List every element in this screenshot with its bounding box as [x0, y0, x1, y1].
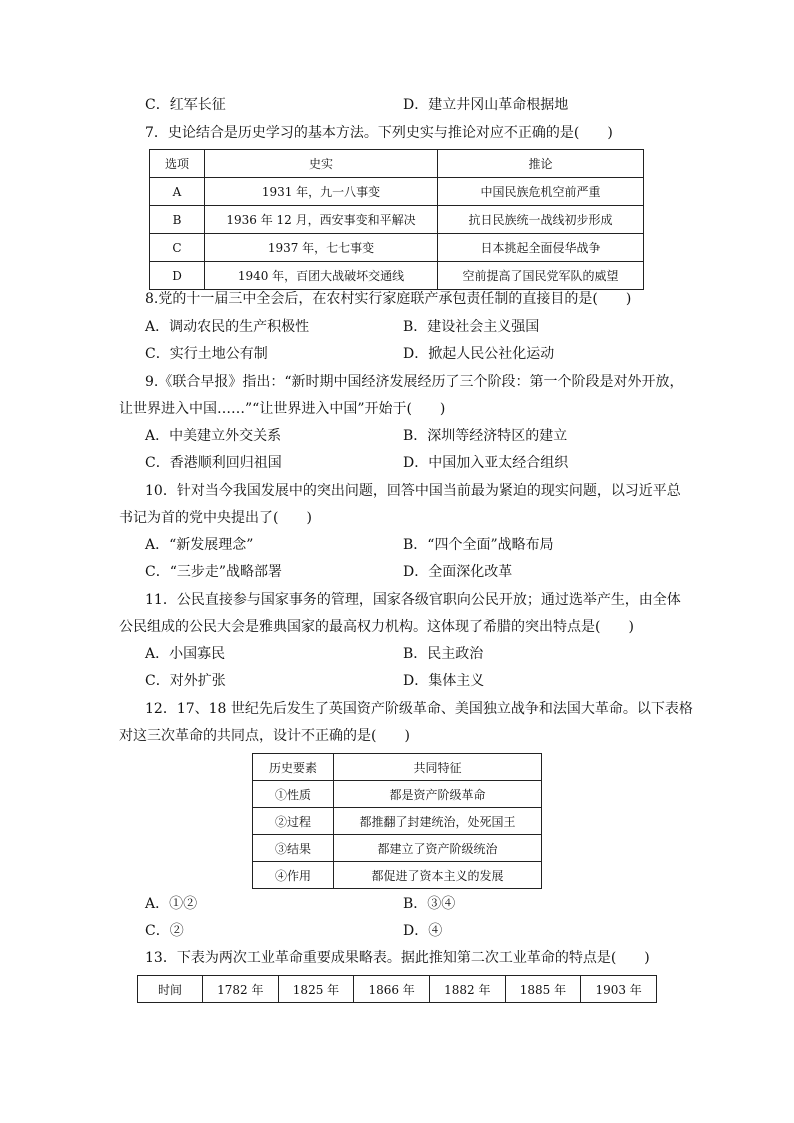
- table-cell: 1782 年: [203, 976, 279, 1003]
- q10-option-d: D．全面深化改革: [403, 564, 513, 580]
- table-cell: 1937 年，七七事变: [205, 234, 438, 262]
- table-cell: 1825 年: [278, 976, 354, 1003]
- q11-stem-line1: 11．公民直接参与国家事务的管理，国家各级官职向公民开放；通过选举产生，由全体: [145, 592, 681, 608]
- q8-option-d: D．掀起人民公社化运动: [403, 346, 555, 362]
- q12-option-d: D．④: [403, 923, 443, 939]
- q10-option-c: C．“三步走”战略部署: [145, 564, 283, 580]
- table-cell: D: [150, 262, 205, 290]
- q6-option-c: C．红军长征: [145, 97, 226, 113]
- q8-option-c: C．实行土地公有制: [145, 346, 268, 362]
- q10-stem-line2: 书记为首的党中央提出了( ): [119, 510, 312, 526]
- table-row: [150, 206, 644, 234]
- q6-option-d: D．建立井冈山革命根据地: [403, 97, 569, 113]
- q12-stem-line1: 12．17、18 世纪先后发生了英国资产阶级革命、美国独立战争和法国大革命。以下表格: [145, 701, 693, 717]
- q8-option-a: A．调动农民的生产积极性: [145, 319, 310, 335]
- q10-option-a: A．“新发展理念”: [145, 537, 254, 553]
- table-cell: B: [150, 206, 205, 234]
- table-cell: 都是资产阶级革命: [334, 781, 542, 808]
- table-row: [253, 808, 542, 835]
- table-cell: 1885 年: [505, 976, 581, 1003]
- table-cell: 1866 年: [354, 976, 430, 1003]
- q12-option-b: B．③④: [403, 896, 456, 912]
- table-cell: 空前提高了国民党军队的威望: [438, 262, 644, 290]
- table-header-cell: 选项: [150, 150, 205, 178]
- q11-option-a: A．小国寡民: [145, 646, 226, 662]
- table-cell: A: [150, 178, 205, 206]
- table-cell: ②过程: [253, 808, 334, 835]
- table-cell: 日本挑起全面侵华战争: [438, 234, 644, 262]
- table-row: [150, 234, 644, 262]
- table-header-row: [150, 150, 644, 178]
- q9-option-d: D．中国加入亚太经合组织: [403, 455, 569, 471]
- q9-stem-line2: 让世界进入中国……”“让世界进入中国”开始于( ): [119, 401, 446, 417]
- table-row: [253, 862, 542, 889]
- table-row: [150, 262, 644, 290]
- q13-stem: 13．下表为两次工业革命重要成果略表。据此推知第二次工业革命的特点是( ): [145, 950, 650, 966]
- table-cell: ①性质: [253, 781, 334, 808]
- table-cell: 1882 年: [429, 976, 505, 1003]
- table-header-cell: 史实: [205, 150, 438, 178]
- table-row: [138, 976, 657, 1003]
- table-cell: C: [150, 234, 205, 262]
- table-cell: 1936 年 12 月，西安事变和平解决: [205, 206, 438, 234]
- q8-option-b: B．建设社会主义强国: [403, 319, 540, 335]
- table-header-cell: 历史要素: [253, 754, 334, 781]
- q9-option-a: A．中美建立外交关系: [145, 428, 282, 444]
- table-row: [150, 178, 644, 206]
- q11-option-d: D．集体主义: [403, 673, 485, 689]
- table-row: [253, 835, 542, 862]
- table-cell: 抗日民族统一战线初步形成: [438, 206, 644, 234]
- table-cell: 1903 年: [581, 976, 657, 1003]
- q12-option-a: A．①②: [145, 896, 198, 912]
- q11-stem-line2: 公民组成的公民大会是雅典国家的最高权力机构。这体现了希腊的突出特点是( ): [119, 619, 634, 635]
- q7-stem: 7．史论结合是历史学习的基本方法。下列史实与推论对应不正确的是( ): [145, 125, 613, 141]
- table-cell: 都推翻了封建统治，处死国王: [334, 808, 542, 835]
- table-cell: ③结果: [253, 835, 334, 862]
- q8-stem: 8.党的十一届三中全会后，在农村实行家庭联产承包责任制的直接目的是( ): [145, 291, 632, 307]
- q12-table: [252, 753, 542, 889]
- table-header-row: [253, 754, 542, 781]
- q11-option-c: C．对外扩张: [145, 673, 226, 689]
- q10-stem-line1: 10．针对当今我国发展中的突出问题，回答中国当前最为紧迫的现实问题，以习近平总: [145, 483, 681, 499]
- table-cell: 都促进了资本主义的发展: [334, 862, 542, 889]
- q9-stem-line1: 9.《联合早报》指出：“新时期中国经济发展经历了三个阶段：第一个阶段是对外开放，: [145, 374, 684, 390]
- table-cell: 都建立了资产阶级统治: [334, 835, 542, 862]
- table-header-cell: 共同特征: [334, 754, 542, 781]
- q7-table: [149, 149, 644, 290]
- q9-option-c: C．香港顺利回归祖国: [145, 455, 282, 471]
- q10-option-b: B．“四个全面”战略布局: [403, 537, 554, 553]
- table-row: [253, 781, 542, 808]
- table-cell: 1940 年，百团大战破坏交通线: [205, 262, 438, 290]
- q12-option-c: C．②: [145, 923, 184, 939]
- q13-table: [137, 975, 657, 1003]
- table-header-cell: 推论: [438, 150, 644, 178]
- table-cell: 时间: [138, 976, 203, 1003]
- q11-option-b: B．民主政治: [403, 646, 484, 662]
- table-cell: 1931 年，九一八事变: [205, 178, 438, 206]
- q9-option-b: B．深圳等经济特区的建立: [403, 428, 568, 444]
- table-cell: ④作用: [253, 862, 334, 889]
- table-cell: 中国民族危机空前严重: [438, 178, 644, 206]
- q12-stem-line2: 对这三次革命的共同点，设计不正确的是( ): [119, 728, 410, 744]
